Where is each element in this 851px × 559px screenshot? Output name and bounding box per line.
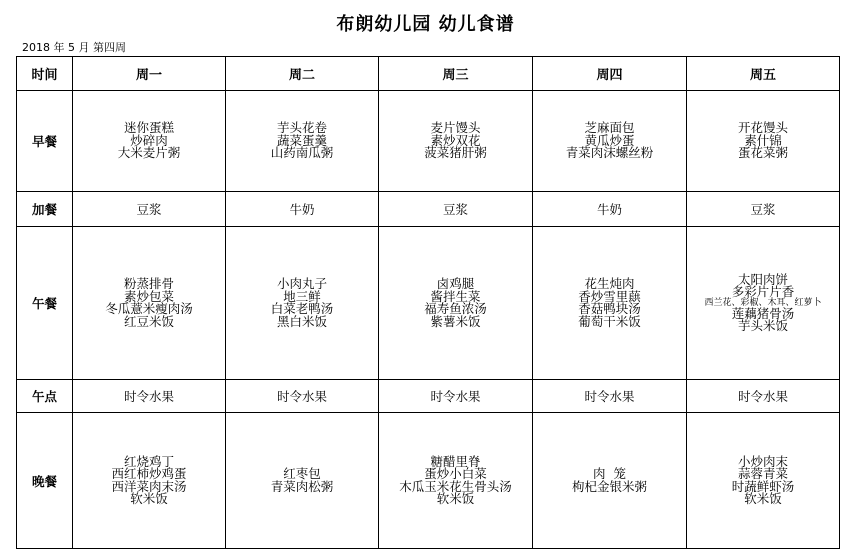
afternoon-mon: 时令水果 bbox=[73, 380, 226, 413]
time-column-header: 时间 bbox=[17, 57, 73, 91]
snack-fri: 豆浆 bbox=[687, 192, 840, 227]
menu-item: 山药南瓜粥 bbox=[270, 145, 334, 161]
afternoon-snack-row bbox=[17, 380, 840, 413]
lunch-mon bbox=[73, 227, 226, 380]
menu-item: 白菜老鸭汤 bbox=[270, 301, 334, 316]
menu-item: 素炒包菜 bbox=[123, 288, 174, 304]
dinner-wed bbox=[379, 413, 533, 549]
dinner-fri bbox=[687, 413, 840, 549]
menu-item: 西红柿炒鸡蛋 bbox=[111, 466, 187, 481]
snack-wed: 豆浆 bbox=[379, 192, 533, 227]
snack-mon: 豆浆 bbox=[73, 192, 226, 227]
menu-item: 蒜蓉青菜 bbox=[737, 466, 788, 481]
menu-item-ingredients-note: 西兰花、彩椒、木耳、红萝卜 bbox=[704, 297, 822, 308]
day-header-mon: 周一 bbox=[73, 57, 226, 91]
dinner-tue bbox=[226, 413, 379, 549]
menu-item: 麦片馒头 bbox=[430, 120, 481, 136]
menu-item: 蔬菜蛋羹 bbox=[276, 132, 327, 148]
dinner-mon bbox=[73, 413, 226, 549]
meal-label-breakfast: 早餐 bbox=[17, 91, 73, 192]
menu-item: 木瓜玉米花生骨头汤 bbox=[399, 478, 512, 494]
menu-item: 小炒肉末 bbox=[737, 453, 788, 469]
lunch-wed bbox=[379, 227, 533, 380]
menu-item: 菠菜猪肝粥 bbox=[424, 145, 487, 161]
menu-item: 素炒双花 bbox=[430, 132, 481, 148]
menu-item: 开花馒头 bbox=[737, 120, 788, 136]
snack-tue: 牛奶 bbox=[226, 192, 379, 227]
dinner-thu bbox=[533, 413, 687, 549]
breakfast-wed bbox=[379, 91, 533, 192]
lunch-thu bbox=[533, 227, 687, 380]
menu-item: 芝麻面包 bbox=[584, 120, 635, 136]
menu-item: 肉 笼 bbox=[593, 466, 626, 481]
menu-item: 蛋花菜粥 bbox=[737, 145, 788, 161]
breakfast-thu bbox=[533, 91, 687, 192]
menu-item: 冬瓜薏米瘦肉汤 bbox=[105, 301, 193, 316]
menu-item: 福寿鱼浓汤 bbox=[424, 301, 487, 316]
menu-item: 莲藕猪骨汤 bbox=[731, 305, 795, 321]
breakfast-row bbox=[17, 91, 840, 192]
menu-item: 青菜肉松粥 bbox=[270, 478, 334, 494]
breakfast-fri bbox=[687, 91, 840, 192]
menu-item: 蛋炒小白菜 bbox=[424, 466, 487, 481]
menu-item: 香炒雪里蕻 bbox=[578, 288, 641, 304]
menu-item: 枸杞金银米粥 bbox=[571, 478, 647, 494]
menu-item: 地三鲜 bbox=[283, 288, 321, 304]
lunch-tue bbox=[226, 227, 379, 380]
menu-item: 芋头米饭 bbox=[737, 318, 788, 333]
weekly-menu-table bbox=[16, 56, 840, 549]
menu-item: 迷你蛋糕 bbox=[123, 120, 174, 136]
menu-item: 软米饭 bbox=[436, 491, 475, 506]
meal-label-afternoon: 午点 bbox=[17, 380, 73, 413]
snack-thu: 牛奶 bbox=[533, 192, 687, 227]
menu-item: 花生炖肉 bbox=[584, 276, 635, 291]
menu-item: 软米饭 bbox=[744, 491, 782, 506]
breakfast-mon bbox=[73, 91, 226, 192]
breakfast-tue bbox=[226, 91, 379, 192]
afternoon-tue: 时令水果 bbox=[226, 380, 379, 413]
menu-item: 卤鸡腿 bbox=[436, 276, 475, 291]
meal-label-snack: 加餐 bbox=[17, 192, 73, 227]
menu-item: 黄瓜炒蛋 bbox=[584, 132, 635, 148]
day-header-wed: 周三 bbox=[379, 57, 533, 91]
menu-item: 多彩片片香 bbox=[731, 284, 795, 299]
menu-item: 红枣包 bbox=[283, 466, 321, 481]
day-header-fri: 周五 bbox=[687, 57, 840, 91]
header-row bbox=[17, 57, 840, 91]
menu-item: 香菇鸭块汤 bbox=[578, 301, 641, 316]
menu-item: 小肉丸子 bbox=[276, 276, 327, 291]
week-subtitle: 2018 年 5 月 第四周 bbox=[22, 41, 126, 54]
menu-item: 炒碎肉 bbox=[130, 132, 168, 148]
menu-item: 青菜肉沫螺丝粉 bbox=[565, 145, 654, 161]
menu-item: 大米麦片粥 bbox=[117, 145, 181, 161]
menu-item: 西洋菜肉末汤 bbox=[111, 478, 187, 494]
menu-title: 布朗幼儿园 幼儿食谱 bbox=[336, 14, 515, 35]
menu-item: 红豆米饭 bbox=[123, 313, 174, 329]
menu-item: 软米饭 bbox=[130, 491, 168, 506]
menu-item: 芋头花卷 bbox=[276, 120, 327, 136]
day-header-thu: 周四 bbox=[533, 57, 687, 91]
menu-item: 糖醋里脊 bbox=[430, 453, 481, 469]
lunch-row bbox=[17, 227, 840, 380]
menu-item: 粉蒸排骨 bbox=[123, 276, 174, 291]
menu-item: 时蔬鲜虾汤 bbox=[731, 478, 795, 494]
dinner-row bbox=[17, 413, 840, 549]
menu-item: 黑白米饭 bbox=[276, 313, 327, 329]
lunch-fri bbox=[687, 227, 840, 380]
afternoon-wed: 时令水果 bbox=[379, 380, 533, 413]
afternoon-fri: 时令水果 bbox=[687, 380, 840, 413]
menu-item: 酱拌生菜 bbox=[430, 288, 481, 304]
afternoon-thu: 时令水果 bbox=[533, 380, 687, 413]
menu-item: 素什锦 bbox=[744, 132, 782, 148]
snack-row bbox=[17, 192, 840, 227]
meal-label-lunch: 午餐 bbox=[17, 227, 73, 380]
menu-item: 红烧鸡丁 bbox=[123, 453, 174, 469]
day-header-tue: 周二 bbox=[226, 57, 379, 91]
menu-item: 葡萄干米饭 bbox=[578, 313, 641, 329]
meal-label-dinner: 晚餐 bbox=[17, 413, 73, 549]
menu-item: 紫薯米饭 bbox=[430, 313, 481, 329]
menu-item: 太阳肉饼 bbox=[737, 271, 788, 287]
